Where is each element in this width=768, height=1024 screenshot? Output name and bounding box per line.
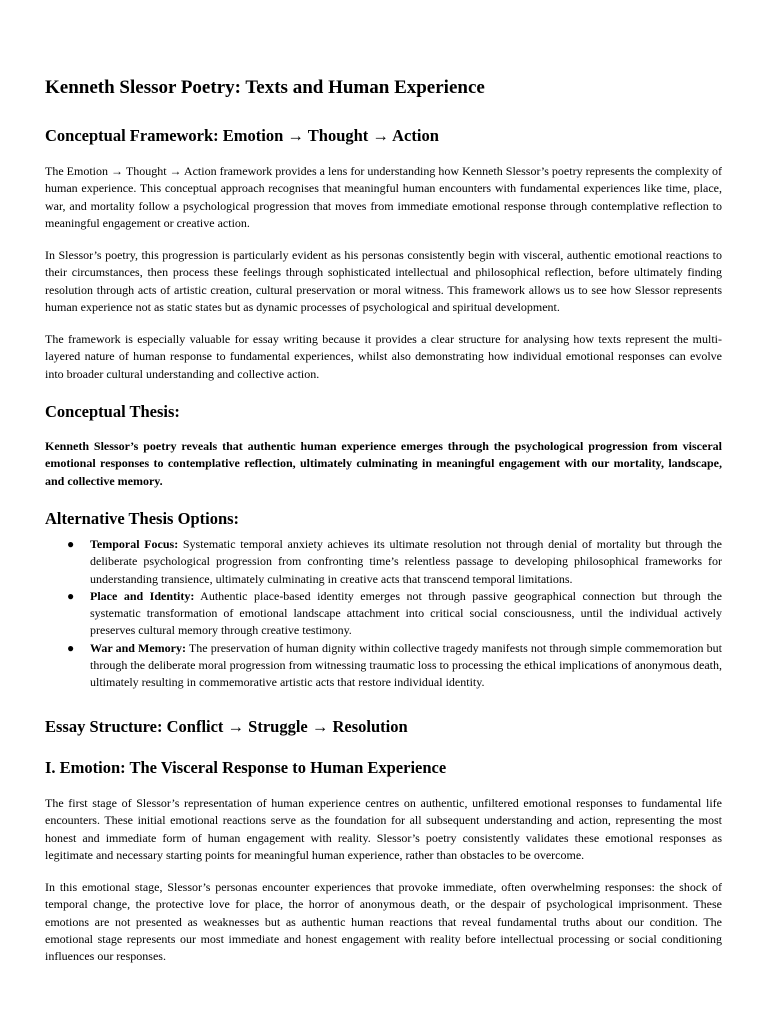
alternatives-heading: Alternative Thesis Options:: [45, 509, 240, 528]
framework-paragraph-2: In Slessor’s poetry, this progression is particularly evident as his personas consistently begin with visceral, authentic emotional reactions to their circumstances, then process these feelings through sophisticated intellectual and philosophical reflection, before ultimately finding resolution through acts of artistic creation, cultural preservation or moral witness. This framework allows us to see how Slessor represents human experience not as static states but as dynamic processes of psychological and spiritual development.: [45, 248, 722, 314]
thesis-heading: Conceptual Thesis:: [45, 402, 180, 421]
bullet-icon: ●: [67, 537, 75, 551]
list-item-label: War and Memory:: [90, 640, 187, 655]
list-item: [45, 588, 722, 640]
list-item-text: The preservation of human dignity within collective tragedy manifests not through simple commemoration but through the deliberate moral progression from witnessing traumatic loss to processing the ethical implications of anonymous death, ultimately resulting in commemorative artistic acts that restore individual identity.: [90, 640, 723, 690]
list-item-label: Place and Identity:: [90, 588, 195, 603]
bullet-icon: ●: [67, 588, 75, 603]
list-item: [45, 536, 722, 588]
list-item-text: Authentic place-based identity emerges not through passive geographical connection but through the systematic transformation of emotional landscape attachment into critical social consciousness, until the individual actively preserves cultural memory through creative testimony.: [90, 588, 722, 638]
list-item: [45, 640, 722, 692]
document-title: Kenneth Slessor Poetry: Texts and Human Experience: [45, 77, 485, 98]
list-item-label: Temporal Focus:: [90, 537, 179, 551]
list-item-text: Systematic temporal anxiety achieves its ultimate resolution not through denial of mortality but through the deliberate psychological progression from confronting time’s relentless passage to developing philosophical frameworks for understanding transience, ultimately culminating in creative acts that transcend temporal limitations.: [90, 537, 722, 586]
section1-paragraph-1: The first stage of Slessor’s representation of human experience centres on authentic, unfiltered emotional responses to fundamental life encounters. These initial emotional reactions serve as the foundation for all subsequent understanding and action, representing the most honest and immediate form of human engagement with reality. Slessor’s poetry consistently validates these emotional responses as legitimate and necessary starting points for meaningful human experience, rather than obstacles to be overcome.: [45, 796, 722, 862]
essay-structure-heading: Essay Structure: Conflict → Struggle → Resolution: [45, 717, 408, 736]
alternatives-list: [45, 536, 722, 692]
section1-paragraph-2: In this emotional stage, Slessor’s personas encounter experiences that provoke immediate, often overwhelming responses: the shock of temporal change, the protective love for place, the horror of anonymous death, or the despair of psychological imprisonment. These emotions are not presented as weaknesses but as authentic human reactions that reveal fundamental truths about our condition. The emotional stage represents our most immediate and honest engagement with reality before intellectual processing or social conditioning influences our responses.: [45, 880, 722, 964]
framework-paragraph-3: The framework is especially valuable for essay writing because it provides a clear structure for analysing how texts represent the multi-layered nature of human response to fundamental experiences, whilst also demonstrating how individual emotional responses can evolve into broader cultural understanding and collective action.: [45, 332, 722, 381]
bullet-icon: ●: [67, 640, 75, 655]
framework-paragraph-1: The Emotion → Thought → Action framework provides a lens for understanding how Kenneth Slessor’s poetry represents the complexity of human experience. This conceptual approach recognises that meaningful human encounters with fundamental experiences like time, place, war, and mortality follow a psychological progression that moves from immediate emotional response through contemplative reflection to meaningful engagement or creative action.: [45, 164, 722, 230]
section1-heading: I. Emotion: The Visceral Response to Human Experience: [45, 758, 447, 777]
thesis-text: Kenneth Slessor’s poetry reveals that authentic human experience emerges through the psychological progression from visceral emotional responses to contemplative reflection, ultimately culminating in meaningful engagement with our mortality, landscape, and collective memory.: [45, 439, 722, 488]
framework-heading: Conceptual Framework: Emotion → Thought → Action: [45, 126, 439, 145]
